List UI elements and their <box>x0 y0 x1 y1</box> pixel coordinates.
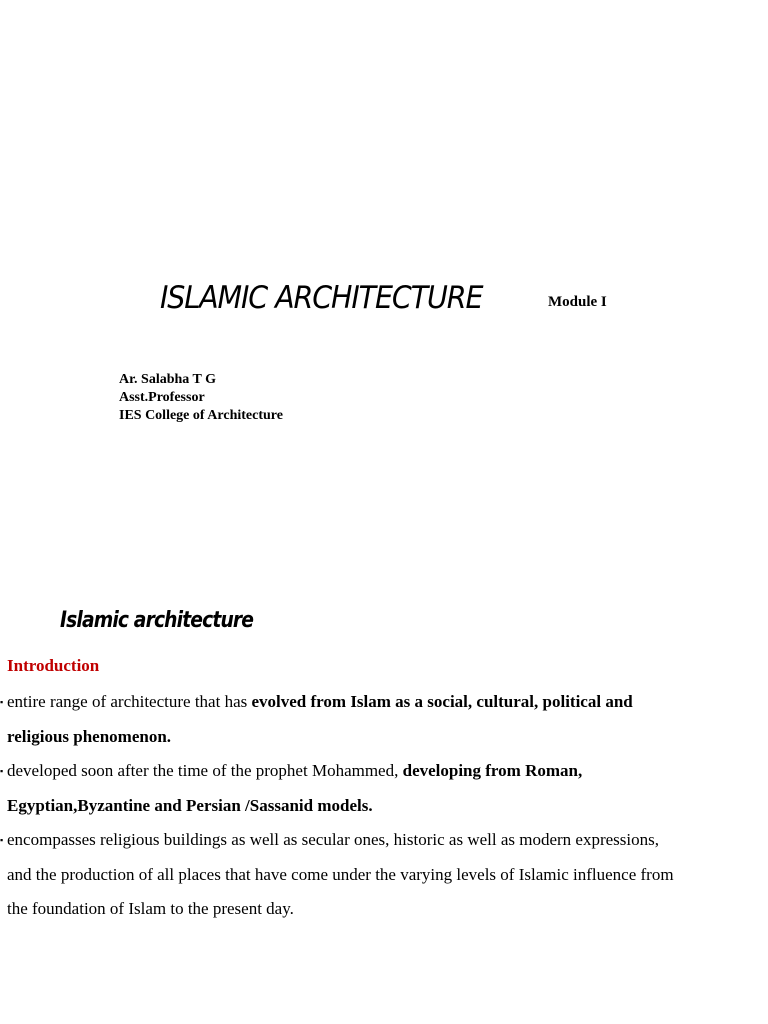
bullet-2-text: developed soon after the time of the prophet Mohammed, <box>7 761 403 780</box>
bullet-marker: ▪ <box>0 835 4 845</box>
author-name: Ar. Salabha T G <box>119 372 217 387</box>
body-text <box>0 685 768 927</box>
bullet-1-bold: evolved from Islam as a social, cultural, political and <box>251 692 633 711</box>
bullet-3-text-end: the foundation of Islam to the present day. <box>7 899 294 918</box>
module-label: Module I <box>548 294 607 310</box>
bullet-2-bold-cont: Egyptian,Byzantine and Persian /Sassanid models. <box>7 795 373 815</box>
author-position: Asst.Professor <box>119 390 205 405</box>
author-institution: IES College of Architecture <box>119 408 283 423</box>
bullet-2-line-2 <box>0 789 768 824</box>
bullet-marker: ▪ <box>0 697 4 707</box>
bullet-1-text: entire range of architecture that has <box>7 692 252 711</box>
bullet-3-line-1 <box>0 823 768 858</box>
bullet-3-text-cont: and the production of all places that have come under the varying levels of Islamic influence from <box>7 864 674 884</box>
bullet-2-bold: developing from Roman, <box>402 761 583 780</box>
section-title: Islamic architecture <box>60 608 254 633</box>
bullet-3-text: encompasses religious buildings as well as secular ones, historic as well as modern expressions, <box>7 830 660 849</box>
bullet-1-line-1 <box>0 685 768 720</box>
page-title: ISLAMIC ARCHITECTURE <box>160 280 483 316</box>
bullet-2-line-1 <box>0 754 768 789</box>
title-row <box>160 278 607 318</box>
bullet-1-bold-cont: religious phenomenon. <box>7 726 172 746</box>
author-block <box>119 371 283 425</box>
bullet-3-line-2 <box>0 858 768 893</box>
bullet-3-line-3 <box>0 892 768 927</box>
bullet-marker: ▪ <box>0 766 4 776</box>
introduction-heading: Introduction <box>7 656 100 675</box>
bullet-1-line-2 <box>0 720 768 755</box>
